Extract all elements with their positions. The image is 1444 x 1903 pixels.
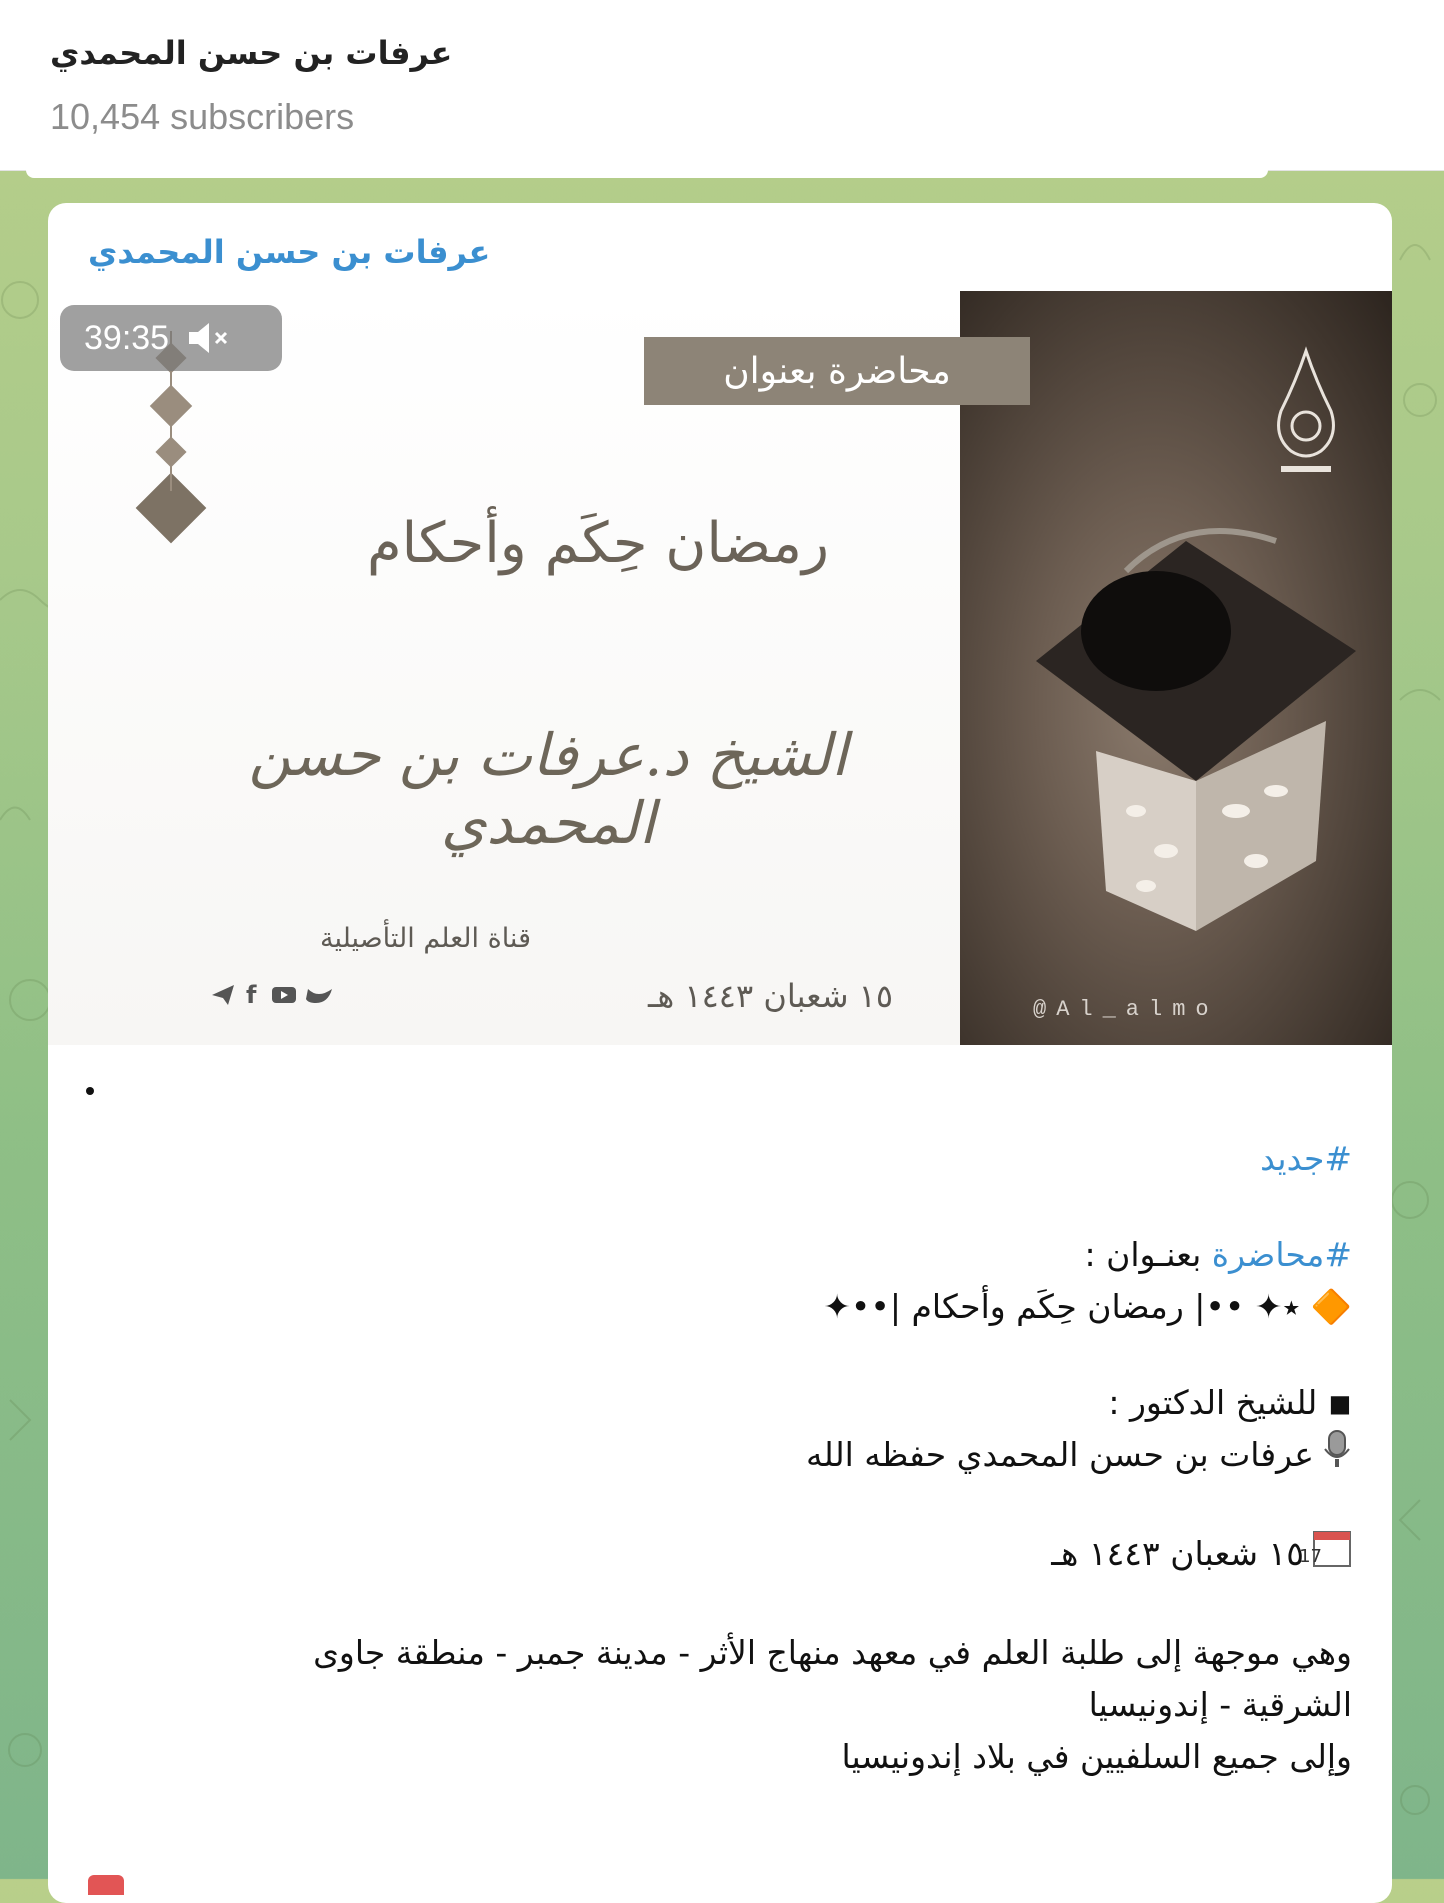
svg-text:17: 17: [1299, 1546, 1322, 1567]
poster-channel-name: قناة العلم التأصيلية: [320, 923, 531, 954]
audience-line-3: وإلى جميع السلفيين في بلاد إندونيسيا: [841, 1737, 1352, 1776]
poster-handle: @Al_almo: [1033, 997, 1219, 1022]
sheikh-name: عرفات بن حسن المحمدي حفظه الله: [805, 1435, 1314, 1474]
message-text: [112, 1133, 1352, 1783]
bullet-dot: [86, 1087, 94, 1095]
channel-title: عرفات بن حسن المحمدي: [50, 34, 453, 72]
microphone-icon: [1322, 1429, 1352, 1484]
message-card: [48, 203, 1392, 1903]
poster-lecture-title: رمضان حِكَم وأحكام: [366, 511, 830, 576]
message-author[interactable]: عرفات بن حسن المحمدي: [88, 233, 491, 271]
social-icons: [210, 981, 340, 1007]
sheikh-calligraphy: الشيخ د.عرفات بن حسن المحمدي: [248, 721, 848, 857]
lecture-intro-line: [112, 1229, 1352, 1281]
hashtag-lecture[interactable]: #محاضرة: [1211, 1235, 1352, 1274]
video-preview[interactable]: [48, 291, 1392, 1045]
next-emoji-icon: [88, 1875, 124, 1895]
audience-line-1: وهي موجهة إلى طلبة العلم في معهد منهاج الأثر - مدينة جمبر - منطقة جاوى: [313, 1633, 1352, 1672]
sheikh-name-line: [112, 1429, 1352, 1484]
post-date: ١٥ شعبان ١٤٤٣ هـ: [1051, 1534, 1304, 1573]
lecture-label-banner: محاضرة بعنوان: [644, 337, 1030, 405]
lecture-intro-rest: بعنـوان :: [1084, 1235, 1212, 1274]
audience-line-2: الشرقية - إندونيسيا: [1088, 1685, 1352, 1724]
svg-text:f: f: [246, 981, 257, 1009]
poster-date: ١٥ شعبان ١٤٤٣ هـ: [648, 977, 894, 1015]
calendar-icon: [1299, 1528, 1352, 1583]
subscriber-count: 10,454 subscribers: [50, 96, 355, 137]
channel-header[interactable]: [0, 0, 1444, 171]
social-links-icon: [210, 981, 340, 1007]
video-duration-badge: [60, 305, 282, 371]
date-line: [112, 1528, 1352, 1583]
sheikh-label-line: ◾ للشيخ الدكتور :: [1108, 1383, 1352, 1422]
video-duration: 39:35: [84, 318, 170, 357]
muted-speaker-icon[interactable]: [187, 321, 231, 355]
lantern-illustration: [996, 491, 1376, 951]
lecture-title-line: 🔶 ٭✦ ••| رمضان حِكَم وأحكام |••✦: [823, 1287, 1352, 1326]
previous-message-edge: [26, 170, 1268, 178]
channel-logo-icon: [1271, 351, 1341, 481]
hashtag-new[interactable]: #جديد: [1260, 1139, 1352, 1178]
